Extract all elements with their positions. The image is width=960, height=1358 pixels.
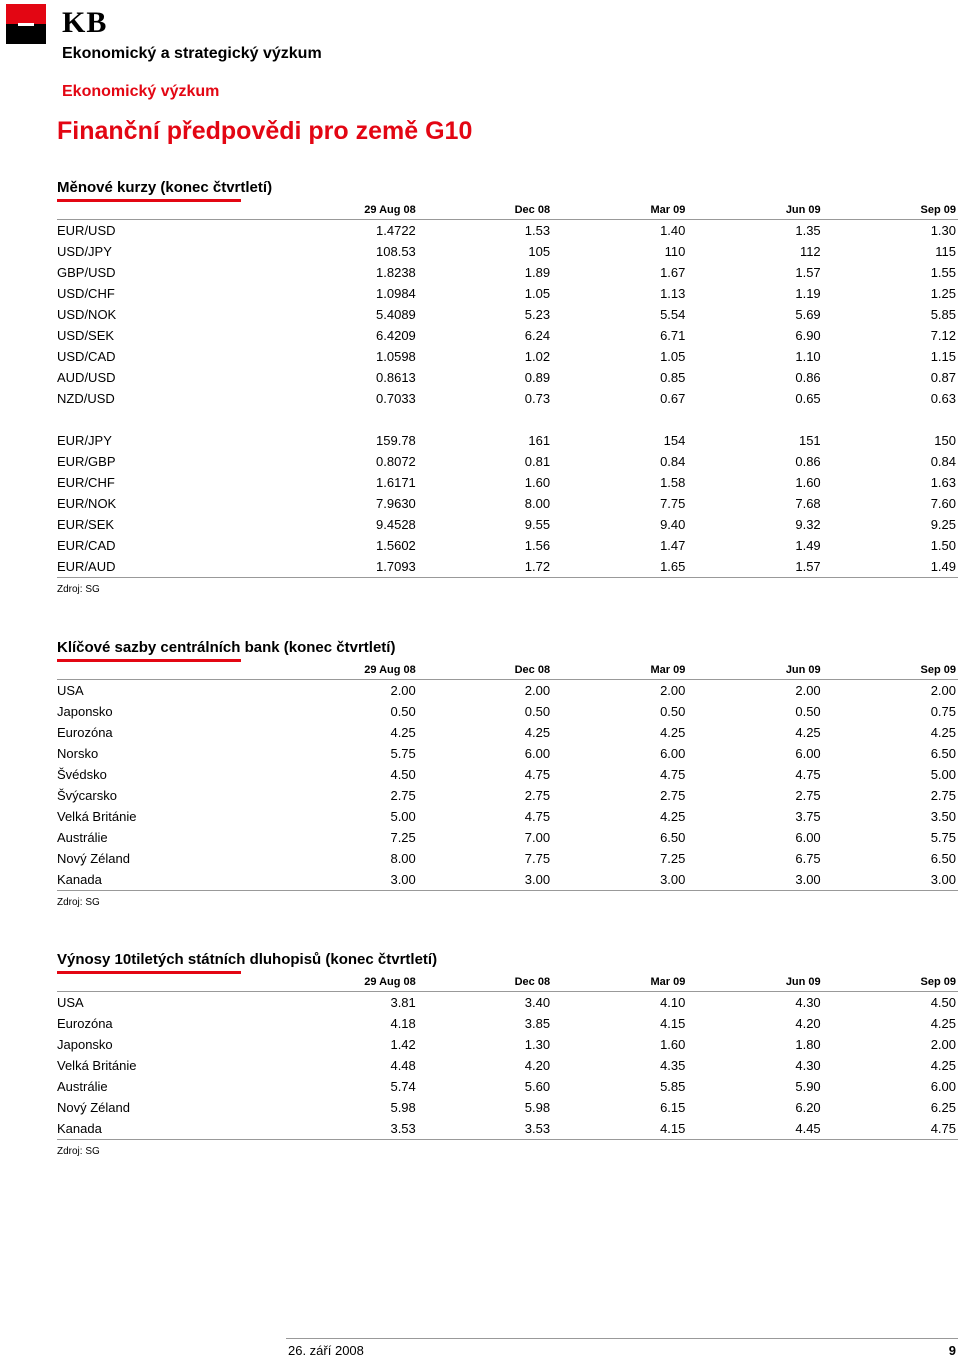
table-cell: 0.86	[795, 370, 821, 385]
table-cell: 0.8072	[376, 454, 416, 469]
page-number: 9	[948, 1343, 956, 1358]
table-cell: 4.75	[524, 809, 551, 824]
table-row	[57, 1034, 958, 1055]
table-cell: 1.4722	[376, 223, 416, 238]
table-cell: 1.89	[524, 265, 551, 280]
department-name: Ekonomický a strategický výzkum	[62, 45, 322, 62]
table-cell: 110	[664, 244, 686, 259]
table-cell: 154	[663, 433, 686, 448]
table-cell: 5.69	[795, 307, 821, 322]
table-cell: 4.25	[660, 725, 686, 740]
table-header-row	[57, 202, 958, 220]
rates-rows	[57, 680, 958, 891]
row-label: Japonsko	[57, 1037, 113, 1052]
table-cell: 4.35	[660, 1058, 686, 1073]
table-row	[57, 283, 958, 304]
table-cell: 1.55	[930, 265, 956, 280]
table-cell: 4.75	[660, 767, 686, 782]
table-row	[57, 848, 958, 869]
table-cell: 0.50	[390, 704, 416, 719]
kb-logo-mark	[6, 4, 46, 44]
table-cell: 2.00	[795, 683, 821, 698]
table-cell: 4.75	[823, 1118, 958, 1140]
table-row	[57, 1055, 958, 1076]
table-cell: 5.90	[795, 1079, 821, 1094]
bonds-section-title: Výnosy 10tiletých státních dluhopisů (konec čtvrtletí)	[57, 951, 438, 968]
table-cell: 1.47	[660, 538, 686, 553]
table-cell: 161	[528, 433, 551, 448]
table-cell: 6.20	[795, 1100, 821, 1115]
table-cell: 6.50	[930, 746, 956, 761]
table-cell: 5.60	[524, 1079, 551, 1094]
table-cell: 1.63	[930, 475, 956, 490]
table-cell: 0.75	[930, 704, 956, 719]
table-row	[57, 304, 958, 325]
table-row	[57, 535, 958, 556]
table-cell: 6.15	[660, 1100, 686, 1115]
table-row	[57, 325, 958, 346]
table-row	[57, 785, 958, 806]
table-cell: 1.13	[660, 286, 686, 301]
table-cell: 4.25	[660, 809, 686, 824]
table-cell: 6.00	[795, 746, 821, 761]
table-cell: 150	[934, 433, 956, 448]
table-cell: 2.75	[795, 788, 821, 803]
bonds-rows	[57, 992, 958, 1140]
table-cell: 5.98	[390, 1100, 416, 1115]
row-label: Kanada	[57, 869, 338, 891]
kb-logo-text: KB	[62, 6, 108, 39]
table-cell: 1.30	[930, 223, 956, 238]
table-cell: 9.25	[930, 517, 956, 532]
row-label: GBP/USD	[57, 265, 116, 280]
table-cell: 1.05	[660, 349, 686, 364]
table-cell: 4.45	[687, 1118, 822, 1140]
table-cell: 1.05	[524, 286, 551, 301]
column-header: 29 Aug 08	[338, 202, 418, 220]
table-row	[57, 388, 958, 409]
column-header: Mar 09	[552, 974, 687, 992]
column-header: Sep 09	[823, 662, 958, 680]
table-cell: 5.85	[930, 307, 956, 322]
table-cell: 7.68	[795, 496, 821, 511]
table-row	[57, 346, 958, 367]
row-label: Eurozóna	[57, 1016, 113, 1031]
table-cell: 3.00	[338, 869, 418, 891]
table-row	[57, 514, 958, 535]
table-cell: 0.89	[524, 370, 551, 385]
row-label: EUR/AUD	[57, 556, 338, 578]
table-row	[57, 556, 958, 578]
table-cell: 2.00	[524, 683, 551, 698]
table-cell: 4.25	[390, 725, 416, 740]
bonds-source: Zdroj: SG	[57, 1146, 100, 1157]
table-cell: 1.30	[524, 1037, 551, 1052]
table-cell: 1.19	[795, 286, 821, 301]
table-cell: 1.58	[660, 475, 686, 490]
table-row	[57, 451, 958, 472]
rates-section	[57, 638, 958, 908]
table-cell: 0.84	[930, 454, 956, 469]
table-cell: 1.49	[823, 556, 958, 578]
table-cell: 1.15	[930, 349, 956, 364]
table-cell: 7.25	[660, 851, 686, 866]
table-cell: 0.85	[660, 370, 686, 385]
row-label: Japonsko	[57, 704, 113, 719]
table-cell: 1.60	[795, 475, 821, 490]
table-cell: 7.25	[390, 830, 416, 845]
table-cell: 5.54	[660, 307, 686, 322]
table-cell: 1.5602	[376, 538, 416, 553]
row-label: USD/SEK	[57, 328, 115, 343]
table-row	[57, 1097, 958, 1118]
row-label: Austrálie	[57, 1079, 108, 1094]
table-cell: 108.53	[376, 244, 416, 259]
table-cell: 6.25	[930, 1100, 956, 1115]
column-header: Sep 09	[823, 974, 958, 992]
fx-section-title: Měnové kurzy (konec čtvrtletí)	[57, 179, 273, 196]
fx-section	[57, 178, 958, 595]
table-cell: 5.75	[930, 830, 956, 845]
column-header: 29 Aug 08	[338, 974, 418, 992]
table-cell: 2.00	[930, 1037, 956, 1052]
row-label: USA	[57, 683, 84, 698]
table-header-row	[57, 974, 958, 992]
fx-source: Zdroj: SG	[57, 584, 100, 595]
table-cell: 5.85	[660, 1079, 686, 1094]
row-label: EUR/JPY	[57, 433, 112, 448]
table-cell: 4.10	[660, 995, 686, 1010]
table-row	[57, 680, 958, 702]
column-header: Jun 09	[687, 662, 822, 680]
table-row	[57, 743, 958, 764]
table-cell: 6.00	[930, 1079, 956, 1094]
table-cell: 0.50	[795, 704, 821, 719]
table-row	[57, 493, 958, 514]
table-cell: 6.75	[795, 851, 821, 866]
table-cell: 1.10	[795, 349, 821, 364]
table-cell: 7.75	[660, 496, 686, 511]
column-header: Mar 09	[552, 662, 687, 680]
table-cell: 1.80	[795, 1037, 821, 1052]
fx-group2	[57, 430, 958, 578]
table-cell: 5.98	[524, 1100, 551, 1115]
row-label: Eurozóna	[57, 725, 113, 740]
table-cell: 2.75	[390, 788, 416, 803]
row-label: Švédsko	[57, 767, 107, 782]
table-cell: 1.02	[524, 349, 551, 364]
table-cell: 6.24	[524, 328, 551, 343]
table-row	[57, 992, 958, 1014]
fx-group1	[57, 220, 958, 410]
table-cell: 4.50	[930, 995, 956, 1010]
table-cell: 0.63	[930, 391, 956, 406]
table-cell: 3.00	[687, 869, 822, 891]
table-cell: 4.20	[795, 1016, 821, 1031]
table-cell: 4.25	[930, 1016, 956, 1031]
column-header: Jun 09	[687, 202, 822, 220]
footer-rule	[286, 1338, 958, 1339]
table-cell: 4.48	[390, 1058, 416, 1073]
table-cell: 1.0598	[376, 349, 416, 364]
table-cell: 115	[935, 244, 956, 259]
table-cell: 3.40	[524, 995, 551, 1010]
table-row	[57, 1013, 958, 1034]
footer-date: 26. září 2008	[288, 1343, 364, 1358]
table-cell: 5.75	[390, 746, 416, 761]
table-cell: 1.67	[660, 265, 686, 280]
table-cell: 3.50	[930, 809, 956, 824]
bonds-section	[57, 950, 958, 1157]
table-cell: 4.50	[390, 767, 416, 782]
column-header: Dec 08	[418, 662, 552, 680]
table-cell: 1.56	[524, 538, 551, 553]
row-label: NZD/USD	[57, 391, 115, 406]
rates-section-title: Klíčové sazby centrálních bank (konec čtvrtletí)	[57, 639, 396, 656]
table-cell: 0.7033	[376, 391, 416, 406]
table-cell: 4.20	[524, 1058, 551, 1073]
column-header: Dec 08	[418, 974, 552, 992]
table-cell: 0.50	[524, 704, 551, 719]
table-cell: 6.00	[660, 746, 686, 761]
table-cell: 1.57	[687, 556, 822, 578]
table-cell: 1.50	[930, 538, 956, 553]
table-cell: 4.30	[795, 995, 821, 1010]
table-row	[57, 806, 958, 827]
row-label: USD/CHF	[57, 286, 115, 301]
table-cell: 5.74	[390, 1079, 416, 1094]
row-label: EUR/CAD	[57, 538, 116, 553]
table-cell: 2.00	[390, 683, 416, 698]
table-cell: 1.53	[524, 223, 551, 238]
table-cell: 0.84	[660, 454, 686, 469]
rates-source: Zdroj: SG	[57, 897, 100, 908]
table-row	[57, 827, 958, 848]
row-label: USD/JPY	[57, 244, 112, 259]
table-cell: 1.72	[418, 556, 552, 578]
table-row	[57, 722, 958, 743]
table-row	[57, 430, 958, 451]
table-cell: 1.49	[795, 538, 821, 553]
table-cell: 8.00	[524, 496, 551, 511]
table-row	[57, 262, 958, 283]
table-row	[57, 367, 958, 388]
subdepartment-name: Ekonomický výzkum	[62, 83, 220, 100]
table-row	[57, 1118, 958, 1140]
table-cell: 9.4528	[376, 517, 416, 532]
row-label: EUR/USD	[57, 223, 116, 238]
table-cell: 6.4209	[376, 328, 416, 343]
table-cell: 7.12	[930, 328, 956, 343]
table-cell: 5.00	[390, 809, 416, 824]
table-cell: 7.75	[524, 851, 551, 866]
row-label: EUR/CHF	[57, 475, 115, 490]
table-cell: 0.67	[660, 391, 686, 406]
table-cell: 3.53	[418, 1118, 552, 1140]
table-cell: 1.60	[660, 1037, 686, 1052]
table-cell: 1.60	[524, 475, 551, 490]
table-cell: 9.32	[795, 517, 821, 532]
row-label: Austrálie	[57, 830, 108, 845]
column-header: Dec 08	[418, 202, 552, 220]
table-cell: 1.57	[795, 265, 821, 280]
table-cell: 3.00	[823, 869, 958, 891]
table-cell: 4.25	[930, 1058, 956, 1073]
table-cell: 1.42	[390, 1037, 416, 1052]
table-cell: 0.65	[795, 391, 821, 406]
table-cell: 4.75	[795, 767, 821, 782]
row-label: Nový Zéland	[57, 1100, 130, 1115]
table-cell: 0.50	[660, 704, 686, 719]
table-cell: 7.60	[930, 496, 956, 511]
row-label: Nový Zéland	[57, 851, 130, 866]
table-cell: 2.00	[660, 683, 686, 698]
fx-table	[57, 202, 958, 578]
table-cell: 3.75	[795, 809, 821, 824]
table-row	[57, 220, 958, 242]
column-header: 29 Aug 08	[338, 662, 418, 680]
table-cell: 4.15	[552, 1118, 687, 1140]
table-cell: 4.25	[930, 725, 956, 740]
table-cell: 4.75	[524, 767, 551, 782]
table-cell: 5.00	[930, 767, 956, 782]
table-cell: 1.0984	[376, 286, 416, 301]
table-cell: 1.25	[930, 286, 956, 301]
table-cell: 1.8238	[376, 265, 416, 280]
table-row	[57, 701, 958, 722]
table-cell: 1.65	[552, 556, 687, 578]
row-label: Švýcarsko	[57, 788, 117, 803]
table-row	[57, 472, 958, 493]
table-cell: 7.00	[524, 830, 551, 845]
row-label: EUR/GBP	[57, 454, 116, 469]
table-cell: 0.86	[795, 454, 821, 469]
table-cell: 105	[528, 244, 551, 259]
table-row	[57, 1076, 958, 1097]
table-cell: 3.00	[552, 869, 687, 891]
table-cell: 6.00	[524, 746, 551, 761]
table-row	[57, 241, 958, 262]
table-cell: 159.78	[376, 433, 416, 448]
table-cell: 2.75	[660, 788, 686, 803]
row-label: USD/NOK	[57, 307, 117, 322]
row-label: EUR/NOK	[57, 496, 117, 511]
table-cell: 2.00	[930, 683, 956, 698]
bonds-table	[57, 974, 958, 1140]
table-cell: 112	[799, 244, 821, 259]
table-cell: 4.30	[795, 1058, 821, 1073]
table-cell: 6.50	[660, 830, 686, 845]
row-label: Kanada	[57, 1118, 338, 1140]
table-row	[57, 764, 958, 785]
table-cell: 6.50	[930, 851, 956, 866]
table-cell: 5.4089	[376, 307, 416, 322]
column-header: Jun 09	[687, 974, 822, 992]
table-cell: 1.35	[795, 223, 821, 238]
table-cell: 0.81	[524, 454, 551, 469]
table-cell: 3.53	[338, 1118, 418, 1140]
table-cell: 0.87	[930, 370, 956, 385]
row-label: USA	[57, 995, 84, 1010]
table-cell: 151	[798, 433, 821, 448]
table-cell: 9.40	[660, 517, 686, 532]
table-cell: 4.15	[660, 1016, 686, 1031]
row-label: Velká Británie	[57, 809, 137, 824]
row-label: Velká Británie	[57, 1058, 137, 1073]
table-cell: 3.81	[390, 995, 416, 1010]
page-title: Finanční předpovědi pro země G10	[57, 117, 473, 145]
table-cell: 4.25	[524, 725, 551, 740]
table-cell: 1.7093	[338, 556, 418, 578]
column-header: Mar 09	[552, 202, 687, 220]
row-label: AUD/USD	[57, 370, 116, 385]
rates-table	[57, 662, 958, 891]
table-row	[57, 869, 958, 891]
table-cell: 6.90	[795, 328, 821, 343]
table-cell: 7.9630	[376, 496, 416, 511]
column-header: Sep 09	[823, 202, 958, 220]
table-cell: 3.85	[524, 1016, 551, 1031]
table-cell: 0.8613	[376, 370, 416, 385]
table-cell: 8.00	[390, 851, 416, 866]
table-cell: 0.73	[524, 391, 551, 406]
table-cell: 1.40	[660, 223, 686, 238]
table-cell: 9.55	[524, 517, 551, 532]
table-cell: 2.75	[524, 788, 551, 803]
table-cell: 5.23	[524, 307, 551, 322]
table-header-row	[57, 662, 958, 680]
row-label: Norsko	[57, 746, 99, 761]
table-cell: 3.00	[418, 869, 552, 891]
table-cell: 4.18	[390, 1016, 416, 1031]
table-cell: 4.25	[795, 725, 821, 740]
table-cell: 6.00	[795, 830, 821, 845]
table-cell: 6.71	[660, 328, 686, 343]
table-cell: 2.75	[930, 788, 956, 803]
row-label: USD/CAD	[57, 349, 116, 364]
row-label: EUR/SEK	[57, 517, 115, 532]
table-cell: 1.6171	[376, 475, 416, 490]
